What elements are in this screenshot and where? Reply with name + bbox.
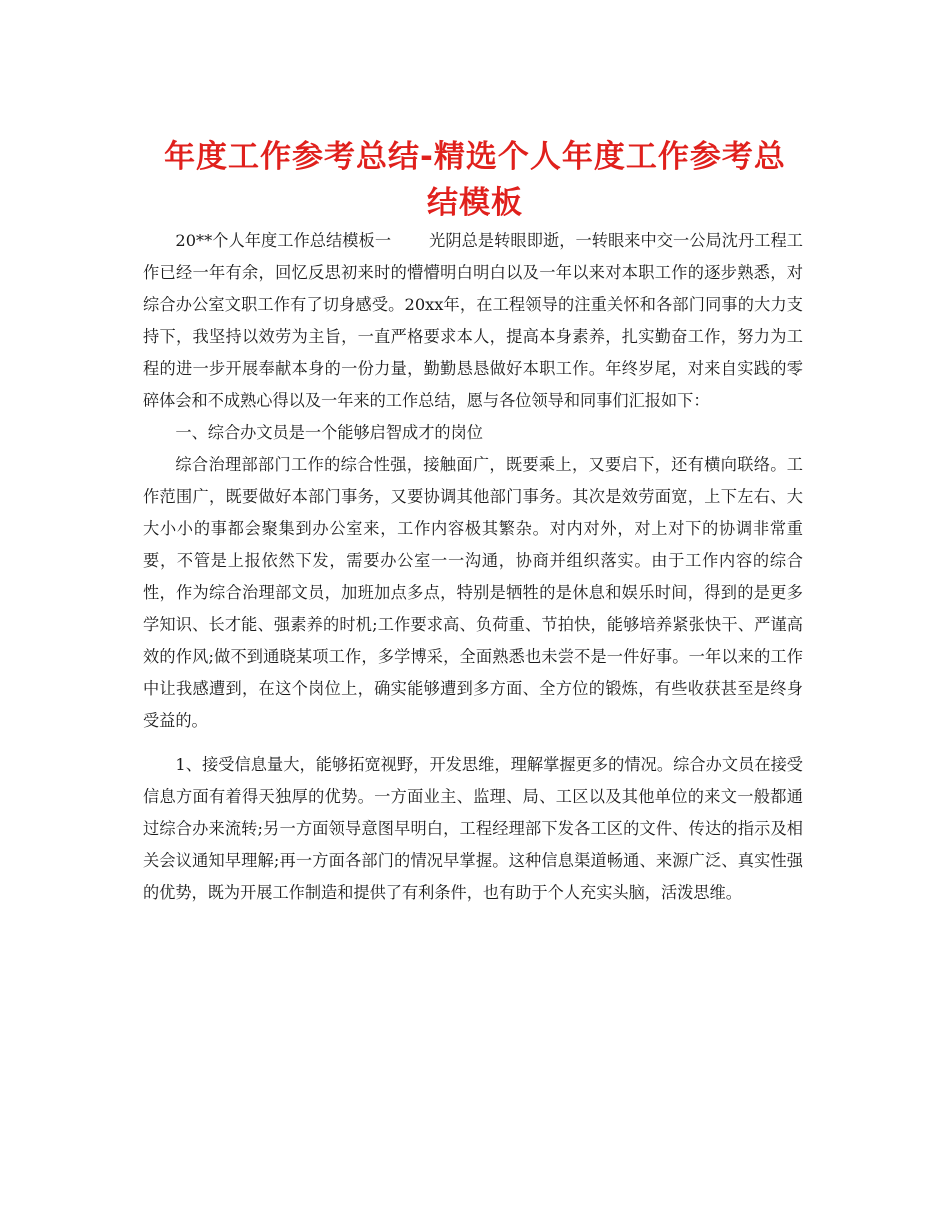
intro-label: 20**个人年度工作总结模板一 — [175, 231, 392, 250]
paragraph-3: 1、接受信息量大，能够拓宽视野，开发思维，理解掌握更多的情况。综合办文员在接受信息方面有着得天独厚的优势。一方面业主、监理、局、工区以及其他单位的来文一般都通过综合办来流转;另一方面领导意图早明白，工程经理部下发各工区的文件、传达的指示及相关会议通知早理解;再一方面各部门的情况早掌握。这种信息渠道畅通、来源广泛、真实性强的优势，既为开展工作制造和提供了有利条件，也有助于个人充实头脑，活泼思维。 — [143, 755, 803, 902]
paragraph-2: 综合治理部部门工作的综合性强，接触面广，既要乘上，又要启下，还有横向联络。工作范围广，既要做好本部门事务，又要协调其他部门事务。其次是效劳面宽，上下左右、大大小小的事都会聚集到办公室来，工作内容极其繁杂。对内对外，对上对下的协调非常重要，不管是上报依然下发，需要办公室一一沟通，协商并组织落实。由于工作内容的综合性，作为综合治理部文员，加班加点多点，特别是牺牲的是休息和娱乐时间，得到的是更多学知识、长才能、强素养的时机;工作要求高、负荷重、节拍快，能够培养紧张快干、严谨高效的作风;做不到通晓某项工作，多学博采，全面熟悉也未尝不是一件好事。一年以来的工作中让我感遭到，在这个岗位上，确实能够遭到多方面、全方位的锻炼，有些收获甚至是终身受益的。 — [143, 455, 803, 730]
section-heading-1: 一、综合办文员是一个能够启智成才的岗位 — [175, 423, 483, 442]
paragraph-intro — [143, 225, 803, 417]
paragraph-1-text: 光阴总是转眼即逝，一转眼来中交一公局沈丹工程工作已经一年有余，回忆反思初来时的懵懵明白明白以及一年以来对本职工作的逐步熟悉，对综合办公室文职工作有了切身感受。20xx年，在工程领导的注重关怀和各部门同事的大力支持下，我坚持以效劳为主旨，一直严格要求本人，提高本身素养，扎实勤奋工作，努力为工程的进一步开展奉献本身的一份力量，勤勤恳恳做好本职工作。年终岁尾，对来自实践的零碎体会和不成熟心得以及一年来的工作总结，愿与各位领导和同事们汇报如下： — [143, 231, 803, 410]
document-body — [143, 225, 803, 909]
document-title: 年度工作参考总结-精选个人年度工作参考总结模板 — [164, 139, 786, 221]
